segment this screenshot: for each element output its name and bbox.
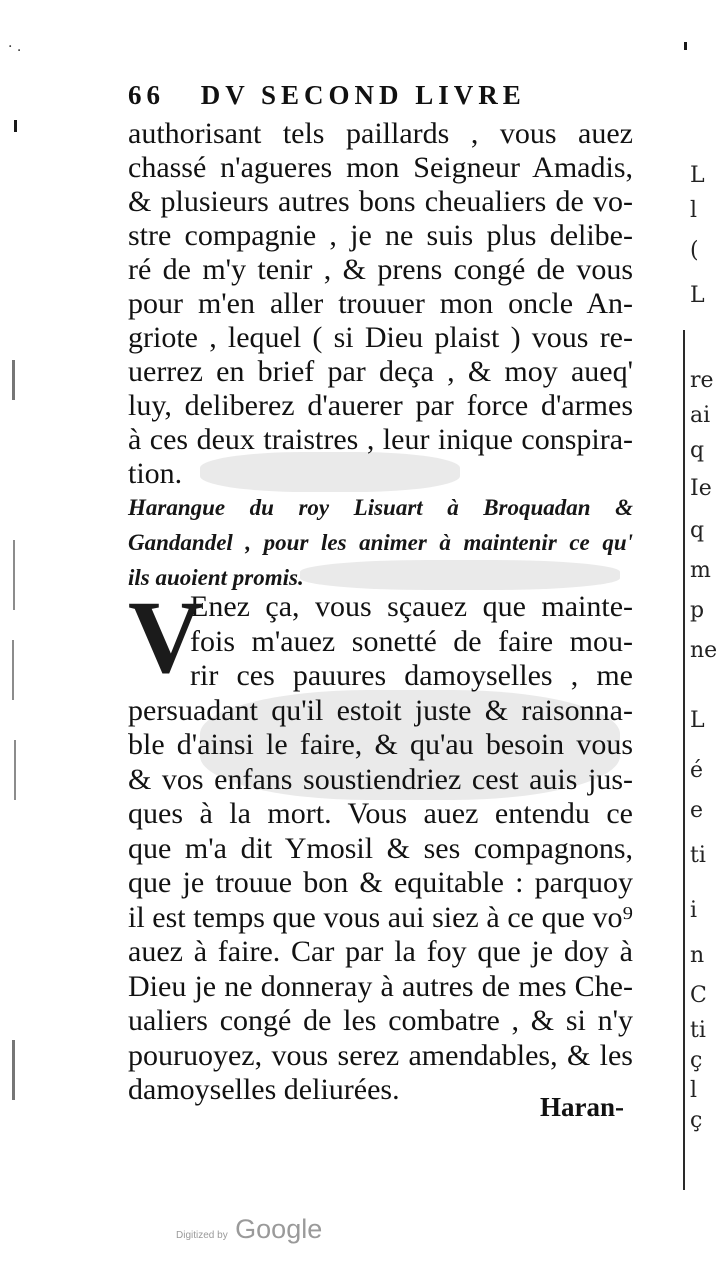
bleed-glyph: L <box>690 708 705 733</box>
bleed-glyph: q <box>690 518 705 543</box>
text-line: uerrez en brief par deça , & moy aueq' <box>128 355 633 388</box>
watermark-prefix: Digitized by <box>176 1230 228 1241</box>
left-edge-mark <box>13 540 15 610</box>
bleed-glyph: ç <box>690 1048 703 1073</box>
left-edge-mark <box>12 360 15 400</box>
ink-smudge <box>200 452 460 492</box>
left-edge-specks: · . <box>8 39 22 55</box>
text-line: fois m'auez sonetté de faire mou- <box>190 624 633 658</box>
bleed-glyph: L <box>690 163 705 188</box>
page-edge-rule <box>683 330 685 1190</box>
left-edge-mark <box>14 740 16 800</box>
bleed-glyph: e <box>690 798 704 823</box>
text-line: pouruoyez, vous serez amendables, & les <box>128 1038 633 1072</box>
speech-paragraph <box>128 580 633 1108</box>
text-line: Dieu je ne donneray à autres de mes Che- <box>128 969 633 1003</box>
text-line: à ces deux traistres , leur inique conspira- <box>128 423 633 456</box>
bleed-glyph: l <box>690 1078 698 1103</box>
text-line: & vos enfans soustiendriez cest auis jus- <box>128 762 633 796</box>
text-line: chassé n'agueres mon Seigneur Amadis, <box>128 151 633 184</box>
running-header <box>128 80 628 111</box>
bleed-glyph: Ie <box>690 476 712 501</box>
bleed-glyph: ç <box>690 1108 703 1133</box>
left-edge-mark <box>12 640 14 700</box>
bleed-glyph: é <box>690 758 704 783</box>
text-line: luy, deliberez d'auerer par force d'armes <box>128 389 633 422</box>
ink-smudge <box>200 690 620 800</box>
bleed-glyph: re <box>690 368 714 393</box>
text-line: damoyselles deliurées. <box>128 1073 400 1106</box>
left-edge-mark <box>14 120 17 132</box>
text-line: auez à faire. Car par la foy que je doy à <box>128 935 633 968</box>
bleed-glyph: i <box>690 898 698 923</box>
bleed-glyph: ne <box>690 638 718 663</box>
bleed-glyph: n <box>690 943 705 968</box>
text-line: rir ces pauures damoyselles , me <box>190 659 633 692</box>
top-right-mark <box>684 42 687 50</box>
bleed-glyph: ti <box>690 843 706 868</box>
rubric-line: Harangue du roy Lisuart à Broquadan & <box>128 495 633 520</box>
text-line: & plusieurs autres bons cheualiers de vo- <box>128 185 633 218</box>
google-logo: Google <box>235 1214 323 1244</box>
text-line: que je trouue bon & equitable : parquoy <box>128 866 633 899</box>
text-line: griote , lequel ( si Dieu plaist ) vous re- <box>128 321 633 354</box>
text-line: authorisant tels paillards , vous auez <box>128 117 633 150</box>
text-line: ualiers congé de les combatre , & si n'y <box>128 1004 633 1037</box>
running-title: DV SECOND LIVRE <box>200 80 526 110</box>
bleed-glyph: ai <box>690 403 711 428</box>
text-line: tion. <box>128 457 183 490</box>
digitization-watermark <box>176 1214 322 1245</box>
bleed-glyph: L <box>690 283 705 308</box>
bleed-glyph: l <box>690 198 698 223</box>
text-line: stre compagnie , je ne suis plus delibe- <box>128 219 633 252</box>
text-line: pour m'en aller trouuer mon oncle An- <box>128 287 633 320</box>
text-line: il est temps que vous aui siez à ce que vo⁹ <box>128 900 633 934</box>
bleed-glyph: C <box>690 983 707 1008</box>
rubric-line: Gandandel , pour les animer à maintenir ce qu' <box>128 530 633 555</box>
text-line: ré de m'y tenir , & prens congé de vous <box>128 253 633 286</box>
text-line: ques à la mort. Vous auez entendu ce <box>128 797 633 830</box>
paragraph-1 <box>128 117 633 491</box>
ink-smudge <box>300 560 620 590</box>
bleed-glyph: q <box>690 438 705 463</box>
drop-cap: V <box>128 580 204 695</box>
rubric-line: ils auoient promis. <box>128 565 304 590</box>
catchword: Haran- <box>540 1092 624 1122</box>
page-number: 66 <box>128 80 165 110</box>
text-line: Enez ça, vous sçauez que mainte- <box>190 590 633 623</box>
bleed-glyph: p <box>690 598 705 623</box>
text-line: que m'a dit Ymosil & ses compagnons, <box>128 831 633 865</box>
bleed-glyph: m <box>690 558 711 583</box>
bleed-glyph: ( <box>690 238 699 263</box>
text-line: ble d'ainsi le faire, & qu'au besoin vous <box>128 728 633 761</box>
bleed-glyph: ti <box>690 1018 706 1043</box>
left-edge-mark <box>12 1040 15 1100</box>
text-line: persuadant qu'il estoit juste & raisonna- <box>128 693 633 727</box>
